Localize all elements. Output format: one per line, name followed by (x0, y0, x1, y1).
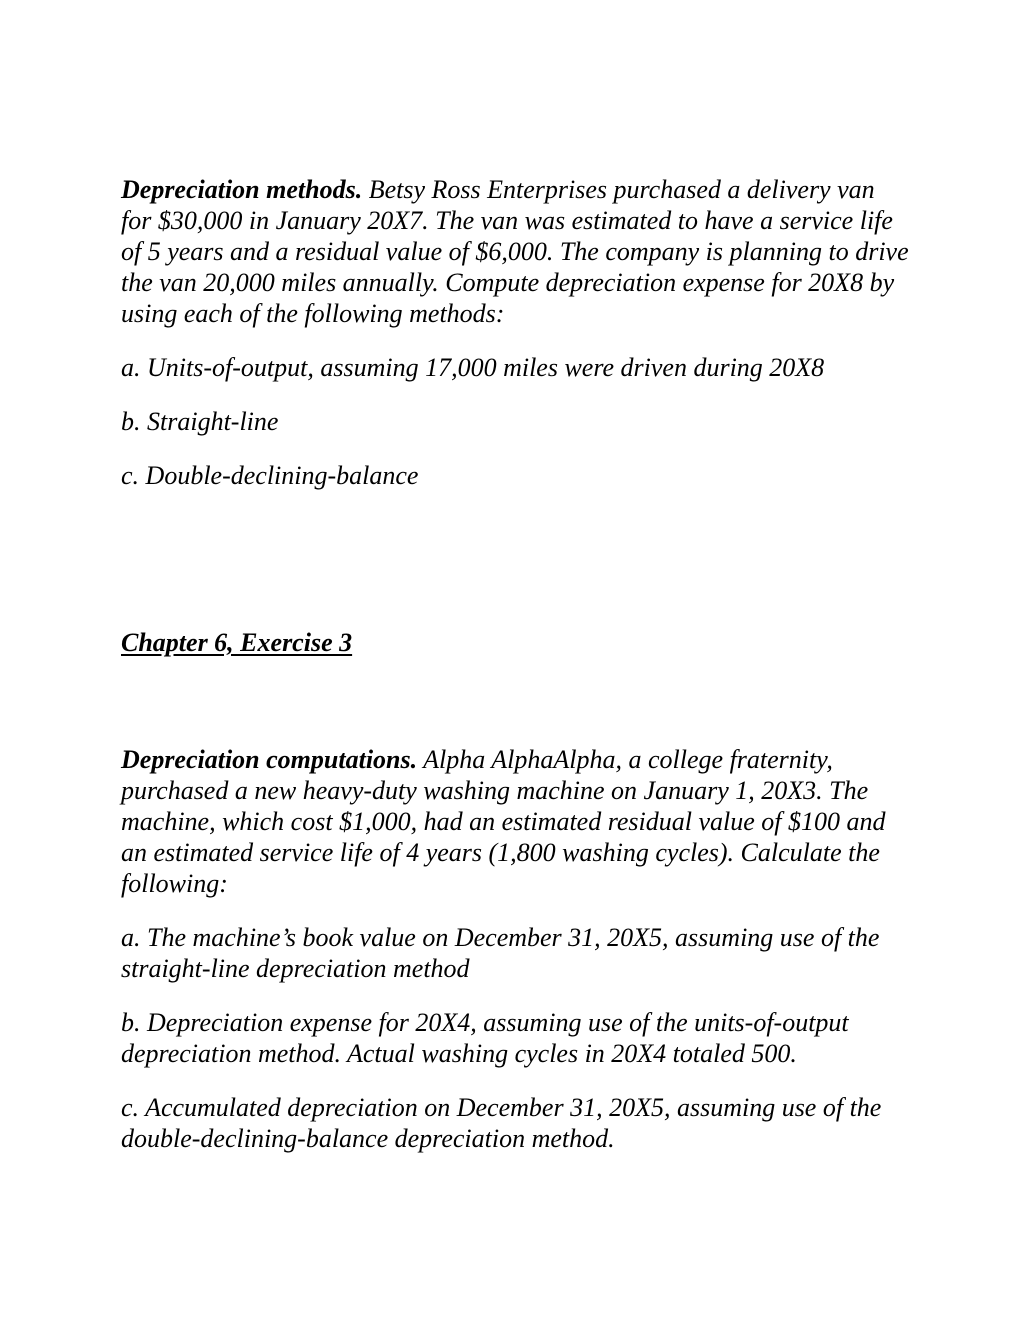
section2-item-a: a. The machine’s book value on December 31, 20X5, assuming use of the straight-line depreciation method (121, 923, 880, 983)
section2-intro-paragraph (121, 744, 911, 899)
section2-intro-text: Alpha AlphaAlpha, a college fraternity, purchased a new heavy-duty washing machine on January 1, 20X3. The machine, which cost $1,000, had an estimated residual value of $100 and an estimated service life of 4 years (1,800 washing cycles). Calculate the following: (121, 745, 886, 898)
section1-item-c: c. Double-declining-balance (121, 461, 419, 490)
document-content (121, 174, 911, 1154)
section2-item-c: c. Accumulated depreciation on December 31, 20X5, assuming use of the double-declining-balance depreciation method. (121, 1093, 882, 1153)
section1-heading: Depreciation methods. (121, 175, 363, 204)
chapter-title: Chapter 6, Exercise 3 (121, 628, 353, 657)
section2-heading: Depreciation computations. (121, 745, 418, 774)
section1-item-a: a. Units-of-output, assuming 17,000 miles were driven during 20X8 (121, 353, 825, 382)
section1-intro-text: Betsy Ross Enterprises purchased a delivery van for $30,000 in January 20X7. The van was estimated to have a service life of 5 years and a residual value of $6,000. The company is planning to drive the van 20,000 miles annually. Compute depreciation expense for 20X8 by using each of the following methods: (121, 175, 909, 328)
section1-item-b: b. Straight-line (121, 407, 279, 436)
section1-intro-paragraph (121, 174, 911, 329)
section2-item-b: b. Depreciation expense for 20X4, assuming use of the units-of-output depreciation method. Actual washing cycles in 20X4 totaled 500. (121, 1008, 849, 1068)
